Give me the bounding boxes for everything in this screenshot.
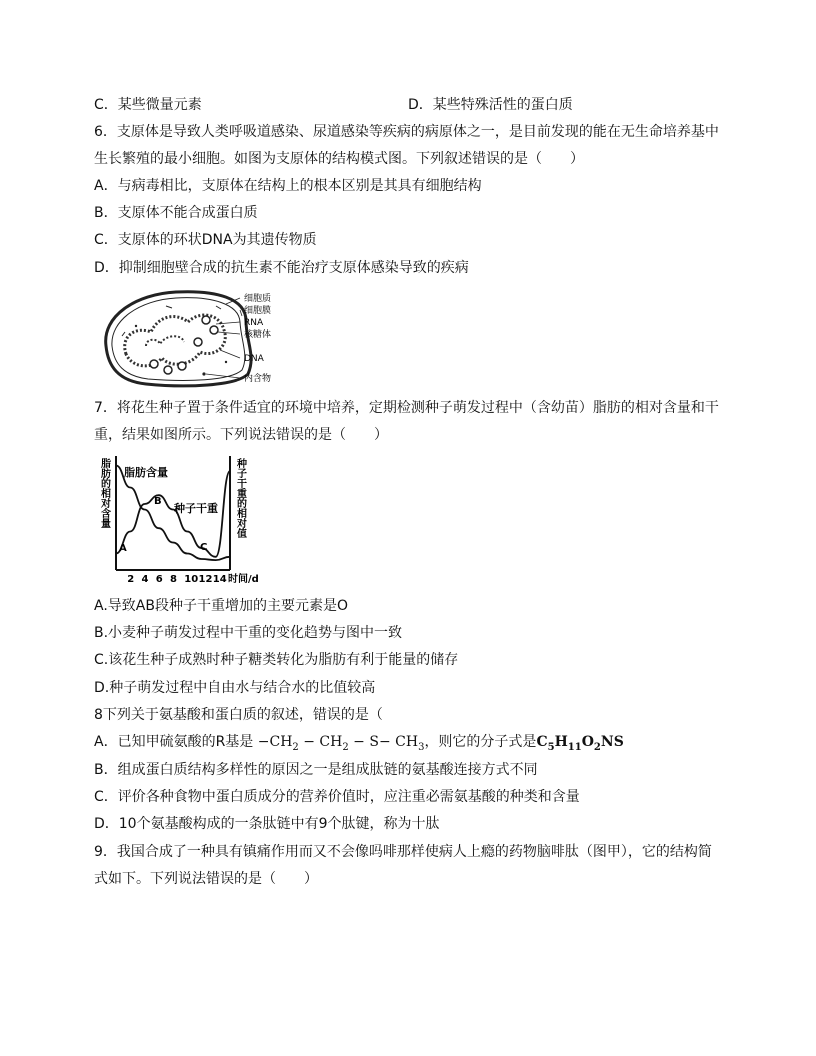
q7-option-a: A.导致AB段种子干重增加的主要元素是O	[94, 598, 348, 614]
q6-stem-line2: 生长繁殖的最小细胞。如图为支原体的结构模式图。下列叙述错误的是（ ）	[94, 151, 584, 167]
mycoplasma-structure-figure	[96, 286, 292, 390]
q7-stem-line2: 重，结果如图所示。下列说法错误的是（ ）	[94, 427, 388, 443]
seed-germination-chart	[94, 452, 262, 588]
x-axis-label: 时间/d	[228, 574, 259, 585]
q8-option-c: C．评价各种食物中蛋白质成分的营养价值时，应注重必需氨基酸的种类和含量	[94, 789, 580, 805]
q8-option-d: D．10个氨基酸构成的一条肽链中有9个肽键，称为十肽	[94, 816, 440, 832]
q5-option-c: C．某些微量元素	[94, 97, 202, 113]
left-axis-label: 脂肪的相对含量	[98, 458, 110, 528]
methionine-formula: $C_5H_{11}O_2NS$	[536, 734, 624, 753]
q8-option-a	[94, 732, 624, 758]
q8-option-a-prefix: A．已知甲硫氨酸的R基是	[94, 734, 254, 750]
q7-stem-line1: 7．将花生种子置于条件适宜的环境中培养，定期检测种子萌发过程中（含幼苗）脂肪的相对含量和干	[94, 400, 719, 416]
q6-option-b: B．支原体不能合成蛋白质	[94, 205, 258, 221]
q6-option-c: C．支原体的环状DNA为其遗传物质	[94, 232, 317, 248]
x-tick-label: 6	[155, 574, 163, 585]
q6-stem-line1: 6．支原体是导致人类呼吸道感染、尿道感染等疾病的病原体之一，是目前发现的能在无生命培养基中	[94, 124, 719, 140]
series-label-fat: 脂肪含量	[124, 466, 168, 479]
x-tick-label: 4	[141, 574, 149, 585]
label-cell-membrane: 细胞膜	[244, 306, 272, 316]
label-rna: RNA	[244, 318, 264, 328]
x-tick-label: 10	[184, 574, 199, 585]
q7-option-c: C.该花生种子成熟时种子糖类转化为脂肪有利于能量的储存	[94, 652, 459, 668]
q8-option-b: B．组成蛋白质结构多样性的原因之一是组成肽链的氨基酸连接方式不同	[94, 762, 538, 778]
label-cytoplasm: 细胞质	[244, 294, 272, 304]
label-inclusion: 内含物	[244, 374, 272, 384]
q8-option-a-mid: ，则它的分子式是	[424, 734, 537, 750]
q7-option-b: B.小麦种子萌发过程中干重的变化趋势与图中一致	[94, 625, 403, 641]
x-tick-label: 2	[127, 574, 135, 585]
q8-stem: 8下列关于氨基酸和蛋白质的叙述，错误的是（	[94, 707, 383, 723]
x-tick-label: 8	[170, 574, 177, 585]
x-tick-label: 12	[198, 574, 213, 585]
point-label-a: A	[119, 543, 127, 554]
q9-stem-line1: 9．我国合成了一种具有镇痛作用而又不会像吗啡那样使病人上瘾的药物脑啡肽（图甲），它的结构简	[94, 844, 712, 860]
x-tick-label: 14	[212, 574, 227, 585]
q9-stem-line2: 式如下。下列说法错误的是（ ）	[94, 871, 318, 887]
label-dna: DNA	[244, 354, 264, 364]
series-label-dry-weight: 种子干重	[174, 502, 218, 515]
q5-option-d: D．某些特殊活性的蛋白质	[408, 97, 573, 113]
q6-option-d: D．抑制细胞壁合成的抗生素不能治疗支原体感染导致的疾病	[94, 260, 469, 276]
q6-option-a: A．与病毒相比，支原体在结构上的根本区别是其具有细胞结构	[94, 178, 482, 194]
point-label-c: C	[200, 542, 208, 553]
right-axis-label: 种子干重的相对值	[234, 458, 246, 538]
label-ribosome: 核糖体	[244, 330, 272, 340]
q7-option-d: D.种子萌发过程中自由水与结合水的比值较高	[94, 680, 376, 696]
methionine-r-group: $-CH_2 - CH_2 - S- CH_3$	[253, 734, 425, 753]
point-label-b: B	[154, 496, 162, 507]
